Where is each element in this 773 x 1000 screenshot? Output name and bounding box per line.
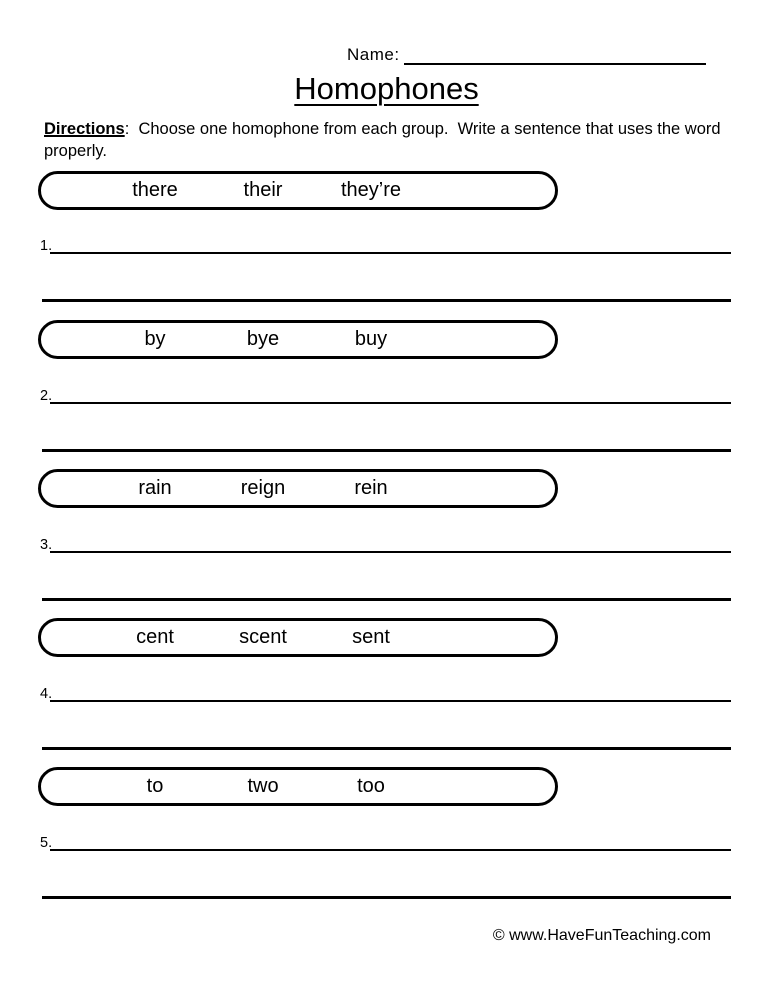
homophone-word: buy (354, 328, 388, 350)
homophone-group-4 (38, 618, 558, 657)
homophone-word: their (243, 179, 283, 201)
answer-line-4a (50, 700, 731, 702)
answer-number-3: 3. (40, 537, 53, 553)
homophone-word: too (357, 775, 385, 797)
homophone-word: bye (246, 328, 280, 350)
homophone-group-5 (38, 767, 558, 806)
name-label: Name: (347, 45, 400, 64)
homophone-word: there (132, 179, 178, 201)
answer-line-5b (42, 896, 731, 899)
page-title (0, 71, 773, 107)
answer-line-1b (42, 299, 731, 302)
directions-label: Directions (44, 120, 125, 138)
homophone-group-1 (38, 171, 558, 210)
answer-line-5a (50, 849, 731, 851)
answer-line-3b (42, 598, 731, 601)
answer-line-2b (42, 449, 731, 452)
homophone-word: they’re (340, 179, 402, 201)
footer-copyright: © www.HaveFunTeaching.com (492, 927, 711, 944)
answer-line-3a (50, 551, 731, 553)
homophone-word: rain (138, 477, 172, 499)
directions-text: : Choose one homophone from each group. Write a sentence that uses the word properly. (44, 120, 726, 160)
answer-line-2a (50, 402, 731, 404)
homophone-group-2 (38, 320, 558, 359)
homophone-word: scent (239, 626, 287, 648)
answer-number-2: 2. (40, 388, 53, 404)
name-blank-line (404, 63, 706, 65)
directions (44, 118, 740, 162)
homophone-word: reign (240, 477, 286, 499)
answer-line-1a (50, 252, 731, 254)
homophone-word: two (247, 775, 279, 797)
homophone-word: by (144, 328, 166, 350)
answer-number-5: 5. (40, 835, 53, 851)
homophone-word: sent (352, 626, 390, 648)
homophone-word: cent (136, 626, 174, 648)
answer-number-1: 1. (40, 238, 53, 254)
answer-number-4: 4. (40, 686, 53, 702)
page-title-text: Homophones (294, 71, 479, 106)
homophone-word: rein (354, 477, 388, 499)
answer-line-4b (42, 747, 731, 750)
homophone-word: to (146, 775, 164, 797)
homophone-group-3 (38, 469, 558, 508)
